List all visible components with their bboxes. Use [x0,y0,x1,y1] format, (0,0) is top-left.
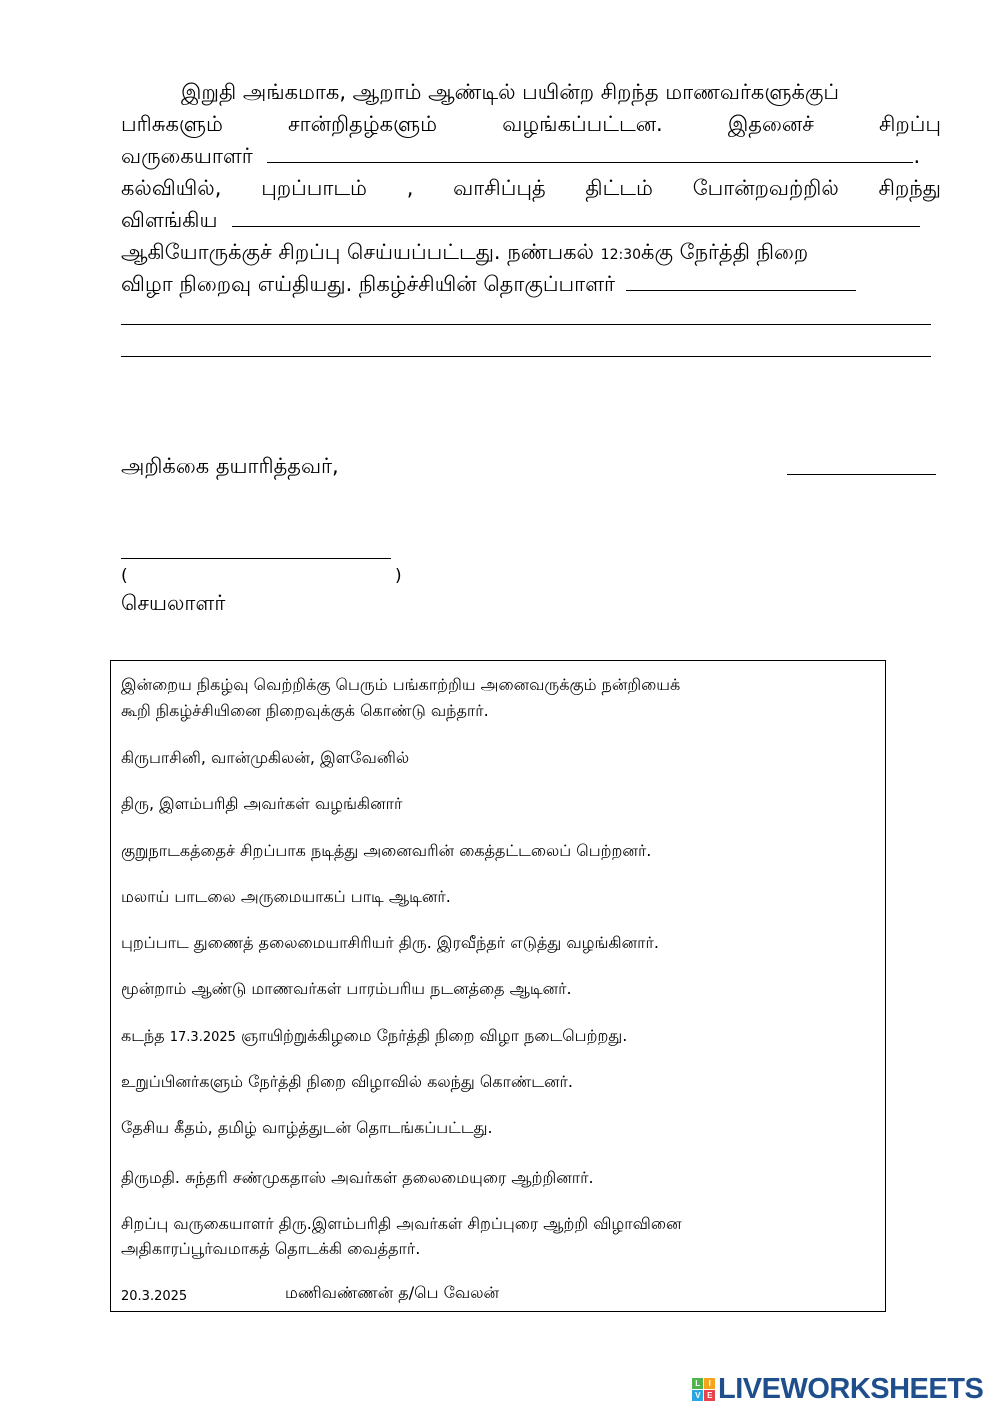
word-bank-date[interactable]: 20.3.2025 [121,1289,188,1304]
report-line-2: பரிசுகளும் சான்றிதழ்களும் வழங்கப்பட்டன. இதனைச் சிறப்பு [121,112,941,136]
word-bank-item-4[interactable]: குறுநாடகத்தைச் சிறப்பாக நடித்து அனைவரின் கைத்தட்டலைப் பெற்றனர். [121,841,652,860]
word-bank-item-12b[interactable]: அதிகாரப்பூர்வமாகத் தொடக்கி வைத்தார். [121,1239,421,1258]
word-bank-item-8[interactable]: கடந்த 17.3.2025 ஞாயிற்றுக்கிழமை நேர்த்தி நிறை விழா நடைபெற்றது. [121,1026,628,1045]
word-bank-item-5[interactable]: மலாய் பாடலை அருமையாகப் பாடி ஆடினர். [121,887,451,906]
name-paren-close: ) [395,566,402,586]
report-line-1: இறுதி அங்கமாக, ஆறாம் ஆண்டில் பயின்ற சிறந்த மாணவர்களுக்குப் [181,80,840,104]
word-bank-item-1a[interactable]: இன்றைய நிகழ்வு வெற்றிக்கு பெரும் பங்காற்றிய அனைவருக்கும் நன்றியைக் [121,675,681,694]
answer-line-5[interactable] [121,356,931,357]
word-bank-item-6[interactable]: புறப்பாட துணைத் தலைமையாசிரியர் திரு. இரவீந்தர் எடுத்து வழங்கினார். [121,933,659,952]
word-bank-item-10[interactable]: தேசிய கீதம், தமிழ் வாழ்த்துடன் தொடங்கப்பட்டது. [121,1118,493,1137]
report-line-7: விழா நிறைவு எய்தியது. நிகழ்ச்சியின் தொகுப்பாளர் [121,272,941,299]
word-bank-item-11[interactable]: திருமதி. சுந்தரி சண்முகதாஸ் அவர்கள் தலைமையுரை ஆற்றினார். [121,1168,594,1187]
name-paren-open: ( [121,566,128,586]
word-bank-item-2[interactable]: கிருபாசினி, வான்முகிலன், இளவேனில் [121,748,410,767]
word-bank-item-7[interactable]: மூன்றாம் ஆண்டு மாணவர்கள் பாரம்பரிய நடனத்தை ஆடினர். [121,979,572,998]
word-bank-item-1b[interactable]: கூறி நிகழ்ச்சியினை நிறைவுக்குக் கொண்டு வந்தார். [121,701,489,720]
liveworksheets-logo-text: LIVEWORKSHEETS [718,1372,984,1405]
word-bank-item-12a[interactable]: சிறப்பு வருகையாளர் திரு.இளம்பரிதி அவர்கள் சிறப்புரை ஆற்றி விழாவினை [121,1214,682,1233]
answer-blank-2[interactable] [232,226,920,227]
answer-blank-3[interactable] [626,290,856,291]
liveworksheets-logo-icon: L I V E [692,1378,715,1401]
answer-blank-1[interactable] [267,162,913,163]
answer-line-4[interactable] [121,324,931,325]
word-bank-item-3[interactable]: திரு, இளம்பரிதி அவர்கள் வழங்கினார் [121,794,403,813]
word-bank-box [110,660,886,1312]
word-bank-item-9[interactable]: உறுப்பினர்களும் நேர்த்தி நிறை விழாவில் கலந்து கொண்டனர். [121,1072,573,1091]
liveworksheets-logo [692,1372,983,1406]
signature-date-blank[interactable] [787,474,936,475]
report-line-6: ஆகியோருக்குச் சிறப்பு செய்யப்பட்டது. நண்பகல் 12:30க்கு நேர்த்தி நிறை [121,240,809,264]
prepared-by-label: அறிக்கை தயாரித்தவர், [121,454,339,478]
word-bank-author[interactable]: மணிவண்ணன் த/பெ வேலன் [285,1283,500,1302]
report-line-3: வருகையாளர் . [121,144,921,168]
report-line-5: விளங்கிய [121,208,941,235]
role-label: செயலாளர் [121,591,226,615]
report-line-4: கல்வியில், புறப்பாடம் , வாசிப்புத் திட்டம் போன்றவற்றில் சிறந்து [121,176,941,200]
signature-line[interactable] [121,558,391,559]
